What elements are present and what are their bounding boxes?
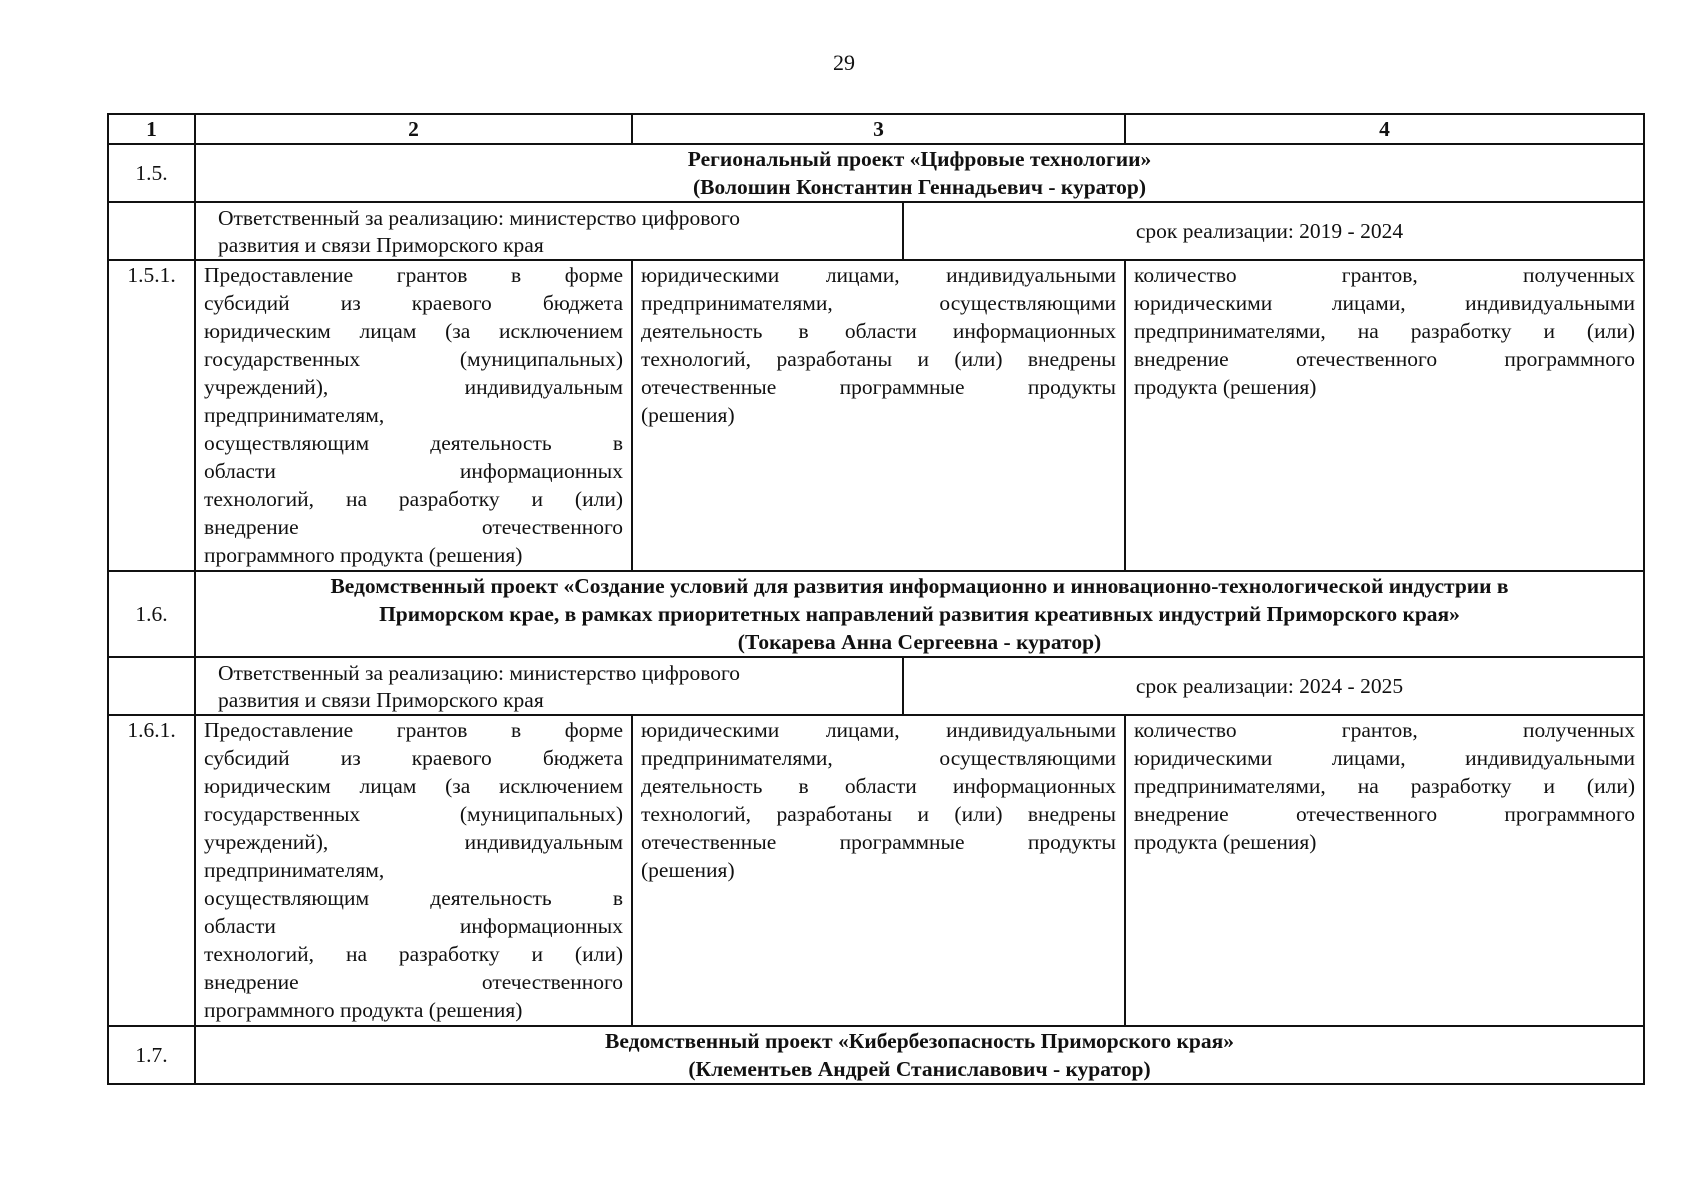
- text-line: учреждений), индивидуальным: [204, 830, 623, 854]
- text-line: предпринимателями, осуществляющими: [641, 746, 1116, 770]
- section-number: 1.7.: [108, 1026, 195, 1084]
- section-title-line: (Клементьев Андрей Станиславович - куратор): [688, 1057, 1151, 1081]
- text-line: программного продукта (решения): [204, 543, 523, 567]
- column-header-2: 2: [195, 114, 632, 144]
- responsible-line: Ответственный за реализацию: министерство цифрового: [218, 206, 741, 230]
- text-line: внедрение отечественного: [204, 515, 623, 539]
- text-line: государственных (муниципальных): [204, 347, 623, 371]
- section-number: 1.5.: [108, 144, 195, 202]
- text-line: области информационных: [204, 459, 623, 483]
- text-line: технологий, разработаны и (или) внедрены: [641, 347, 1116, 371]
- text-line: предпринимателям,: [204, 858, 385, 882]
- text-line: юридическим лицам (за исключением: [204, 319, 623, 343]
- implementation-term: срок реализации: 2019 - 2024: [1135, 219, 1404, 243]
- column-header-3: 3: [632, 114, 1125, 144]
- page-number: 29: [833, 50, 855, 75]
- text-line: предпринимателями, на разработку и (или): [1134, 774, 1635, 798]
- text-line: предпринимателями, на разработку и (или): [1134, 319, 1635, 343]
- text-line: (решения): [641, 403, 735, 427]
- section-title: [195, 144, 1644, 202]
- responsible-cell: [195, 657, 1644, 715]
- text-line: субсидий из краевого бюджета: [204, 746, 623, 770]
- text-line: предпринимателями, осуществляющими: [641, 291, 1116, 315]
- empty-number-cell: [108, 657, 195, 715]
- measure-number: 1.6.1.: [108, 715, 195, 1026]
- text-line: внедрение отечественного программного: [1134, 802, 1635, 826]
- text-line: юридическим лицам (за исключением: [204, 774, 623, 798]
- text-line: деятельность в области информационных: [641, 319, 1116, 343]
- section-title-line: Ведомственный проект «Кибербезопасность Приморского края»: [604, 1029, 1234, 1053]
- table-header-row: [108, 114, 1644, 144]
- implementation-term: срок реализации: 2024 - 2025: [1135, 674, 1404, 698]
- text-line: внедрение отечественного: [204, 970, 623, 994]
- empty-number-cell: [108, 202, 195, 260]
- responsible-text: [204, 203, 904, 259]
- text-line: (решения): [641, 858, 735, 882]
- text-line: продукта (решения): [1134, 375, 1317, 399]
- measure-indicator: [1125, 260, 1644, 571]
- section-title-line: Приморском крае, в рамках приоритетных направлений развития креативных индустрий Приморского края»: [379, 602, 1460, 626]
- section-title-line: Ведомственный проект «Создание условий для развития информационно и инновационно-технологической индустрии в: [330, 574, 1509, 598]
- responsible-line: развития и связи Приморского края: [218, 688, 544, 712]
- measure-description: [195, 715, 632, 1026]
- responsible-line: Ответственный за реализацию: министерство цифрового: [218, 661, 741, 685]
- section-title-row: [108, 1026, 1644, 1084]
- text-line: деятельность в области информационных: [641, 774, 1116, 798]
- text-line: программного продукта (решения): [204, 998, 523, 1022]
- measure-description: [195, 260, 632, 571]
- text-line: количество грантов, полученных: [1134, 718, 1635, 742]
- responsible-text: [204, 658, 904, 714]
- column-header-4: 4: [1125, 114, 1644, 144]
- column-header-1: 1: [108, 114, 195, 144]
- responsible-row: [108, 657, 1644, 715]
- responsible-cell: [195, 202, 1644, 260]
- section-number: 1.6.: [108, 571, 195, 657]
- text-line: технологий, на разработку и (или): [204, 942, 623, 966]
- text-line: продукта (решения): [1134, 830, 1317, 854]
- text-line: отечественные программные продукты: [641, 375, 1116, 399]
- text-line: Предоставление грантов в форме: [204, 718, 623, 742]
- text-line: юридическими лицами, индивидуальными: [641, 718, 1116, 742]
- text-line: учреждений), индивидуальным: [204, 375, 623, 399]
- program-table: [107, 113, 1645, 1085]
- text-line: субсидий из краевого бюджета: [204, 291, 623, 315]
- text-line: предпринимателям,: [204, 403, 385, 427]
- section-title: [195, 571, 1644, 657]
- text-line: осуществляющим деятельность в: [204, 431, 623, 455]
- measure-result: [632, 260, 1125, 571]
- text-line: количество грантов, полученных: [1134, 263, 1635, 287]
- text-line: области информационных: [204, 914, 623, 938]
- text-line: внедрение отечественного программного: [1134, 347, 1635, 371]
- text-line: юридическими лицами, индивидуальными: [1134, 746, 1635, 770]
- text-line: юридическими лицами, индивидуальными: [1134, 291, 1635, 315]
- text-line: технологий, на разработку и (или): [204, 487, 623, 511]
- measure-result: [632, 715, 1125, 1026]
- section-title-line: Региональный проект «Цифровые технологии»: [687, 147, 1152, 171]
- section-title-row: [108, 144, 1644, 202]
- text-line: государственных (муниципальных): [204, 802, 623, 826]
- section-title-line: (Волошин Константин Геннадьевич - куратор): [692, 175, 1146, 199]
- measure-row: [108, 715, 1644, 1026]
- section-title-row: [108, 571, 1644, 657]
- measure-number: 1.5.1.: [108, 260, 195, 571]
- responsible-line: развития и связи Приморского края: [218, 233, 544, 257]
- text-line: Предоставление грантов в форме: [204, 263, 623, 287]
- text-line: отечественные программные продукты: [641, 830, 1116, 854]
- text-line: юридическими лицами, индивидуальными: [641, 263, 1116, 287]
- text-line: осуществляющим деятельность в: [204, 886, 623, 910]
- section-title-line: (Токарева Анна Сергеевна - куратор): [737, 630, 1102, 654]
- responsible-row: [108, 202, 1644, 260]
- measure-row: [108, 260, 1644, 571]
- measure-indicator: [1125, 715, 1644, 1026]
- section-title: [195, 1026, 1644, 1084]
- text-line: технологий, разработаны и (или) внедрены: [641, 802, 1116, 826]
